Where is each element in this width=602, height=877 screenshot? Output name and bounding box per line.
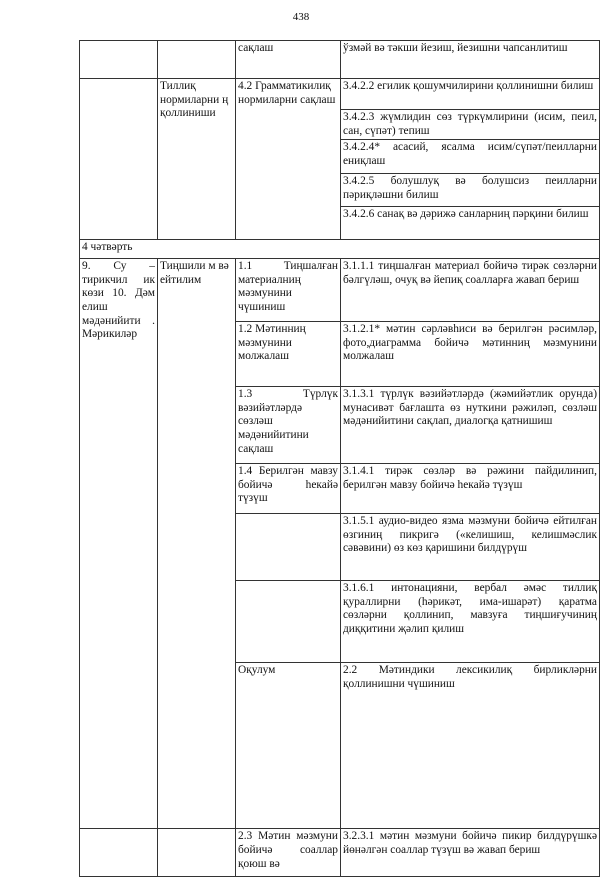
table-cell [158,829,236,877]
table-cell: 3.1.3.1 түрлүк вәзийәтләрдә (жәмийәтлик орунда) мунасивәт бағлашта өз нуткини рәжиләп, сөзләш мәдәнийитини сақлап, диалогқа қатнишиш [341,387,600,464]
table-cell: 3.4.2.4* асасий, ясалма исим/сүпәт/пеилларни ениқлаш [341,140,600,174]
table-cell: 3.1.5.1 аудио-видео язма мәзмуни бойичә ейтилған өзгиниң пикригә («келишиш, келишмәслик сәвәвини) өз көз қаришини билдүрүш [341,514,600,581]
table-row [80,79,600,110]
skill-cell: Тиллиқ нормиларни ң қоллиниши [158,79,236,240]
objective-cell: 1.3 Түрлүк вәзийәтләрдә сөзләш мәдәнийитини сақлаш [236,387,341,464]
objective-cell: 4.2 Грамматикилиқ нормиларни сақлаш [236,79,341,240]
curriculum-table [79,40,600,877]
table-cell: 3.4.2.6 санақ вә дәрижә санларниң пәрқини билиш [341,207,600,240]
objective-cell: 2.2 Мәтиндики лексикилиқ бирликләрни қоллинишни чүшиниш [341,663,600,829]
table-row [80,240,600,259]
table-cell: сақлаш [236,41,341,79]
table-cell: ўзмәй вә тәкши йезиш, йезишни чапсанлитиш [341,41,600,79]
table-cell: 3.1.4.1 тирәк сөзләр вә рәжини пайдилинип, берилгән мавзу бойичә һекайә түзүш [341,464,600,514]
objective-cell: 1.4 Берилгән мавзу бойичә һекайә түзүш [236,464,341,514]
table-cell: 3.4.2.2 егилик қошумчилирини қоллинишни билиш [341,79,600,110]
table-row [80,41,600,79]
table-cell: 3.1.1.1 тиңшалған материал бойичә тирәк сөзләрни бәлгүләш, очуқ вә йепиқ соалларға жавап бериш [341,259,600,322]
table-cell [236,514,341,581]
table-cell: 3.4.2.5 болушлуқ вә болушсиз пеилларни пәриқләшни билиш [341,174,600,207]
topics-cell: 9. Су – тирикчил ик көзи 10. Дәм елиш мәдәнийити . Мәрикиләр [80,259,158,829]
table-cell: 3.1.2.1* мәтин сәрләвһиси вә берилгән рәсимләр, фото,диаграмма бойичә мәтинниң мәзмунини молжалаш [341,322,600,387]
table-cell [80,79,158,240]
page-number: 438 [292,11,310,23]
table-cell [158,41,236,79]
objective-cell: 1.2 Мәтинниң мәзмунини молжалаш [236,322,341,387]
quarter-heading: 4 чәтвәрть [80,240,600,259]
table-cell: 3.2.3.1 мәтин мәзмуни бойичә пикир билдүрүшкә йөнәлгән соаллар түзүш вә жавап бериш [341,829,600,877]
table-row [80,829,600,877]
objective-cell: 1.1 Тиңшалған материалниң мәзмунини чүшиниш [236,259,341,322]
skill-cell: Тиңшили м вә ейтилим [158,259,236,829]
table-cell [80,41,158,79]
table-cell [80,829,158,877]
objective-cell: 2.3 Мәтин мәзмуни бойичә соаллар қоюш вә [236,829,341,877]
table-cell: 3.4.2.3 жүмлидин сөз түркүмлирини (исим, пеил, сан, сүпәт) тепиш [341,110,600,140]
table-cell: Оқулум [236,663,341,829]
table-cell: 3.1.6.1 интонацияни, вербал әмәс тиллиқ қураллирни (һәрикәт, има-ишарәт) қаратма сөзләрни қоллинип, мавзуға тиңшиғучиниң диққитини җәлип қилиш [341,581,600,663]
table-cell [236,581,341,663]
table-row [80,259,600,322]
